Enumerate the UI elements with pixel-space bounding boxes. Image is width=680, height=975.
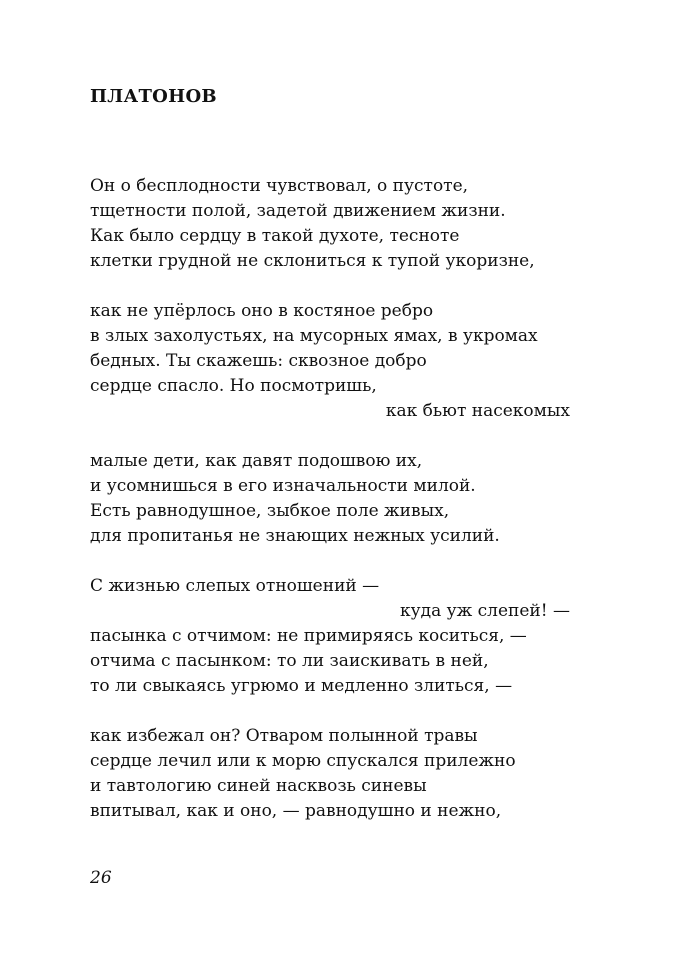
stanza-gap: [90, 424, 570, 449]
poem-line: то ли свыкаясь угрюмо и медленно злиться, —: [90, 676, 513, 696]
poem-line: Есть равнодушное, зыбкое поле живых,: [90, 501, 450, 521]
poem-line: в злых захолустьях, на мусорных ямах, в укромах: [90, 326, 538, 346]
poem-line: как не упёрлось оно в костяное ребро: [90, 301, 434, 321]
poem-line: тщетности полой, задетой движением жизни.: [90, 201, 506, 221]
poem-line: бедных. Ты скажешь: сквозное добро: [90, 351, 427, 371]
poem-line: Как было сердцу в такой духоте, тесноте: [90, 226, 460, 246]
stanza: [90, 574, 570, 699]
poem-line: Он о бесплодности чувствовал, о пустоте,: [90, 176, 469, 196]
poem-body: [90, 174, 570, 824]
poem-line: отчима с пасынком: то ли заискивать в ней,: [90, 651, 489, 671]
poem-line: малые дети, как давят подошвою их,: [90, 451, 423, 471]
stanza: [90, 724, 570, 824]
stanza: [90, 299, 570, 424]
poem-line: С жизнью слепых отношений —: [90, 576, 380, 596]
poem-line: впитывал, как и оно, — равнодушно и нежно,: [90, 801, 502, 821]
poem-line: сердце спасло. Но посмотришь,: [90, 376, 377, 396]
poem-line: сердце лечил или к морю спускался прилежно: [90, 751, 516, 771]
poem-line: и тавтологию синей насквозь синевы: [90, 776, 427, 796]
page-number: 26: [90, 868, 112, 888]
stanza-gap: [90, 274, 570, 299]
stanza-gap: [90, 699, 570, 724]
poem-line: как бьют насекомых: [385, 401, 570, 421]
poem-line: клетки грудной не склониться к тупой укоризне,: [90, 251, 535, 271]
page-heading: ПЛАТОНОВ: [90, 86, 217, 107]
poem-line: и усомнишься в его изначальности милой.: [90, 476, 476, 496]
poem-line: пасынка с отчимом: не примиряясь коситься, —: [90, 626, 527, 646]
poem-line: для пропитанья не знающих нежных усилий.: [90, 526, 500, 546]
poem-line: куда уж слепей! —: [399, 601, 570, 621]
poem-line: как избежал он? Отваром полынной травы: [90, 726, 478, 746]
stanza: [90, 449, 570, 549]
stanza-gap: [90, 549, 570, 574]
stanza: [90, 174, 570, 274]
